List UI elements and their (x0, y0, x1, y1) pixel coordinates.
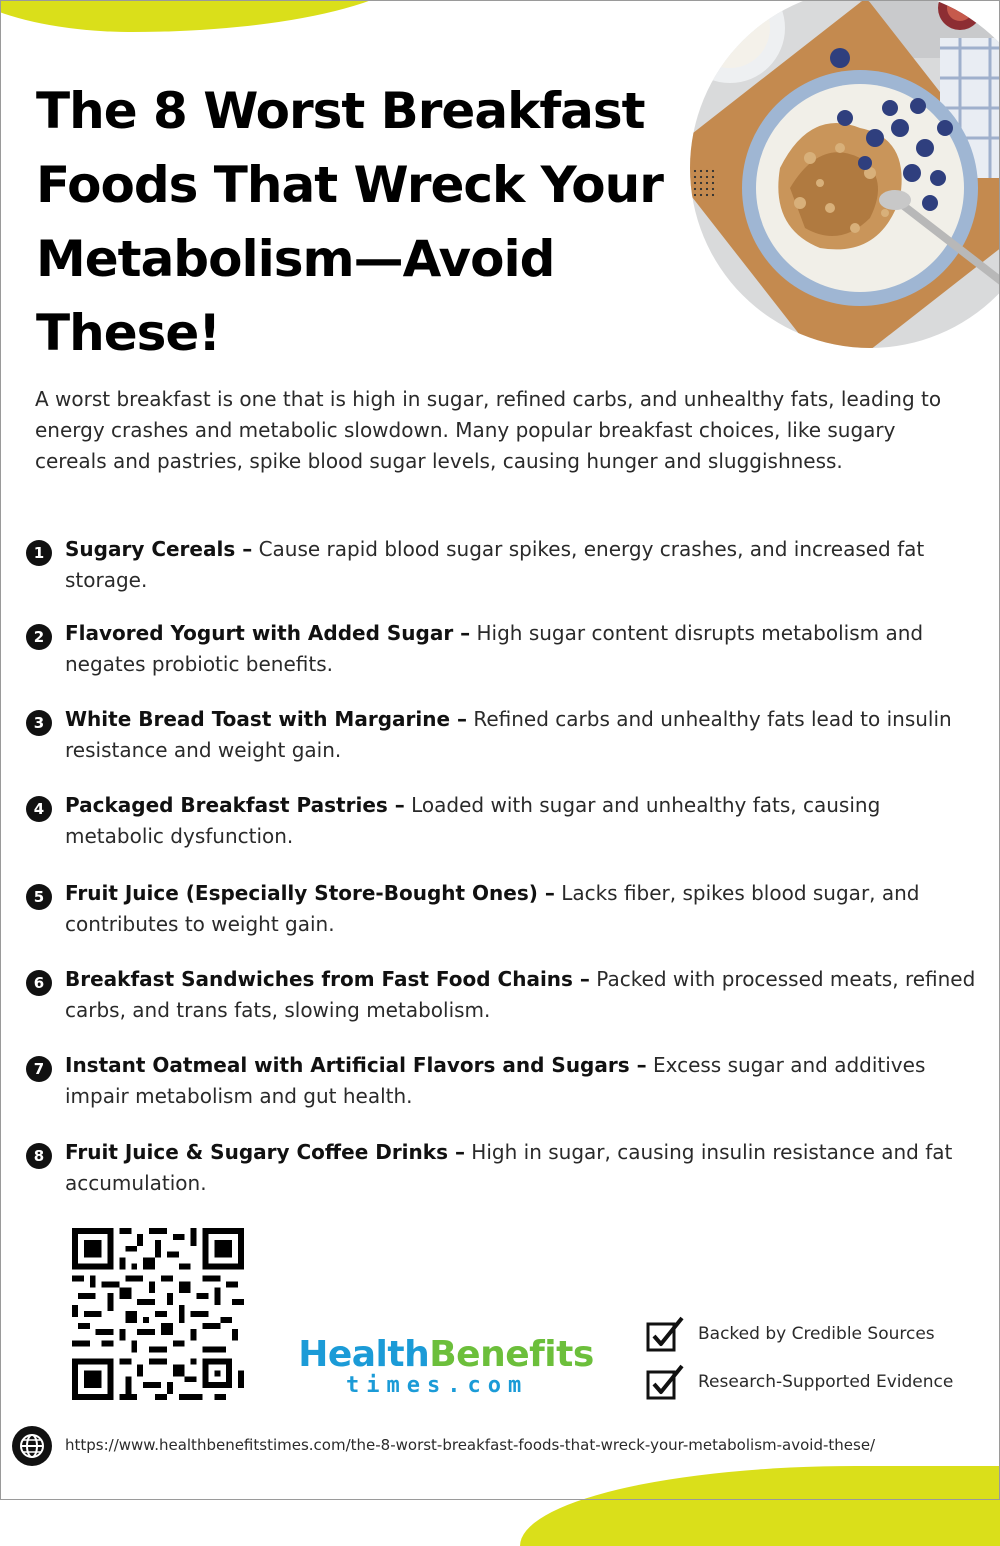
item-description: High sugar content disrupts metabolism and negates probiotic benefits. (65, 621, 924, 676)
item-name: Fruit Juice (Especially Store-Bought Ones) – (65, 881, 555, 905)
list-item-text (65, 704, 980, 766)
logo-domain-text: times.com (346, 1373, 529, 1398)
decorative-bottom-blob (520, 1466, 1000, 1546)
badge-text: Backed by Credible Sources (698, 1324, 935, 1344)
intro-paragraph: A worst breakfast is one that is high in sugar, refined carbs, and unhealthy fats, leading to energy crashes and metabolic slowdown. Many popular breakfast choices, like sugary cereals and pastries, spike blood sugar levels, causing hunger and sluggishness. (35, 387, 942, 473)
badge-text: Research-Supported Evidence (698, 1372, 954, 1392)
list-item-text (65, 790, 980, 852)
item-name: Fruit Juice & Sugary Coffee Drinks – (65, 1140, 465, 1164)
item-description: Lacks fiber, spikes blood sugar, and contributes to weight gain. (65, 881, 920, 936)
badge-research-evidence (646, 1364, 953, 1400)
globe-icon (12, 1426, 52, 1466)
list-item-text (65, 618, 980, 680)
list-item (26, 964, 986, 1026)
list-item (26, 618, 986, 680)
item-description: High in sugar, causing insulin resistance and fat accumulation. (65, 1140, 953, 1195)
logo-wordmark (286, 1335, 606, 1375)
page-title: The 8 Worst Breakfast Foods That Wreck Your Metabolism—Avoid These! (36, 82, 663, 362)
number-badge: 7 (26, 1056, 52, 1082)
number-badge: 2 (26, 624, 52, 650)
granola-bowl-photo (690, 0, 1000, 348)
item-name: Instant Oatmeal with Artificial Flavors and Sugars – (65, 1053, 647, 1077)
item-name: Sugary Cereals – (65, 537, 253, 561)
item-description: Cause rapid blood sugar spikes, energy crashes, and increased fat storage. (65, 537, 925, 592)
logo-benefits-text: Benefits (429, 1334, 594, 1375)
number-badge: 6 (26, 970, 52, 996)
list-item (26, 704, 986, 766)
checkbox-check-icon (646, 1316, 686, 1352)
logo-health-text: Health (298, 1334, 430, 1375)
item-description: Refined carbs and unhealthy fats lead to insulin resistance and weight gain. (65, 707, 952, 762)
item-name: Flavored Yogurt with Added Sugar – (65, 621, 471, 645)
item-name: White Bread Toast with Margarine – (65, 707, 467, 731)
qr-code[interactable] (72, 1228, 244, 1400)
list-item-text (65, 878, 980, 940)
number-badge: 3 (26, 710, 52, 736)
number-badge: 4 (26, 796, 52, 822)
checkbox-check-icon (646, 1364, 686, 1400)
decorative-top-blob (0, 0, 420, 32)
list-item (26, 1137, 986, 1199)
list-item (26, 534, 986, 596)
number-badge: 8 (26, 1143, 52, 1169)
brand-logo[interactable] (286, 1335, 606, 1397)
list-item-text (65, 1050, 980, 1112)
item-name: Breakfast Sandwiches from Fast Food Chains – (65, 967, 590, 991)
list-item-text (65, 1137, 980, 1199)
item-description: Excess sugar and additives impair metabolism and gut health. (65, 1053, 926, 1108)
number-badge: 1 (26, 540, 52, 566)
badge-credible-sources (646, 1316, 935, 1352)
list-item (26, 790, 986, 852)
list-item (26, 878, 986, 940)
list-item (26, 1050, 986, 1112)
list-item-text (65, 534, 980, 596)
list-item-text (65, 964, 980, 1026)
item-description: Packed with processed meats, refined carbs, and trans fats, slowing metabolism. (65, 967, 976, 1022)
number-badge: 5 (26, 884, 52, 910)
item-description: Loaded with sugar and unhealthy fats, causing metabolic dysfunction. (65, 793, 881, 848)
article-url-link[interactable]: https://www.healthbenefitstimes.com/the-8-worst-breakfast-foods-that-wreck-your-metabolism-avoid-these/ (65, 1436, 876, 1454)
item-name: Packaged Breakfast Pastries – (65, 793, 405, 817)
